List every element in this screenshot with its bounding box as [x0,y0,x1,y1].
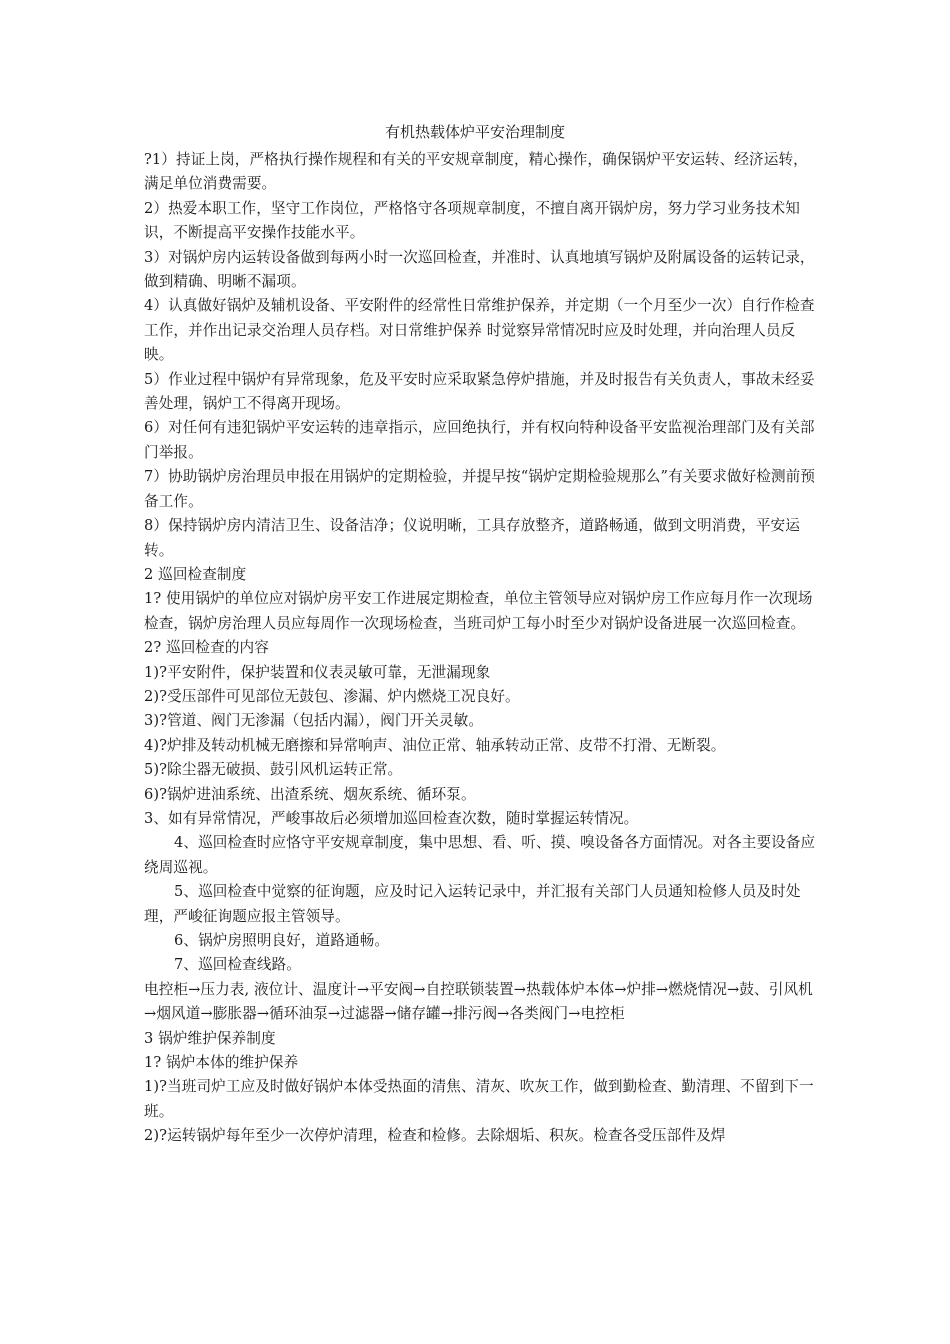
paragraph: 2）热爱本职工作，坚守工作岗位，严格恪守各项规章制度，不擅自离开锅炉房，努力学习业务技术知识，不断提高平安操作技能水平。 [144,199,800,242]
paragraph: 4)?炉排及转动机械无磨擦和异常响声、油位正常、轴承转动正常、皮带不打滑、无断裂。 [144,736,726,754]
paragraph: 电控柜→压力表, 液位计、温度计→平安阀→自控联锁装置→热载体炉本体→炉排→燃烧情况→鼓、引风机→烟风道→膨胀器→循环油泵→过滤器→储存罐→排污阀→各类阀门→电控柜 [144,980,813,1023]
paragraph: 1? 使用锅炉的单位应对锅炉房平安工作进展定期检查，单位主管领导应对锅炉房工作应每月作一次现场检查，锅炉房治理人员应每周作一次现场检查，当班司炉工每小时至少对锅炉设备进展一次巡回检查。 [144,590,813,632]
paragraph: ?1）持证上岗，严格执行操作规程和有关的平安规章制度，精心操作，确保锅炉平安运转、经济运转，满足单位消费需要。 [144,151,808,193]
paragraph: 1)?当班司炉工应及时做好锅炉本体受热面的清焦、清灰、吹灰工作，做到勤检查、勤清理、不留到下一班。 [144,1078,814,1120]
paragraph: 5)?除尘器无破损、鼓引风机运转正常。 [144,761,403,779]
paragraph: 2)?运转锅炉每年至少一次停炉清理，检查和检修。去除烟垢、积灰。检查各受压部件及焊 [144,1127,726,1145]
paragraph: 3)?管道、阀门无渗漏（包括内漏），阀门开关灵敏。 [144,712,484,730]
paragraph: 4、巡回检查时应恪守平安规章制度，集中思想、看、听、摸、嗅设备各方面情况。对各主要设备应绕周巡视。 [144,834,816,876]
paragraph: 6、锅炉房照明良好，道路通畅。 [174,932,390,949]
paragraph: 8）保持锅炉房内清洁卫生、设备洁净；仪说明晰，工具存放整齐，道路畅通，做到文明消费，平安运转。 [144,517,800,559]
paragraph: 3）对锅炉房内运转设备做到每两小时一次巡回检查，并准时、认真地填写锅炉及附属设备的运转记录，做到精确、明晰不漏项。 [144,248,815,291]
paragraph: 3 锅炉维护保养制度 [144,1029,276,1047]
paragraph: 5、巡回检查中觉察的征询题，应及时记入运转记录中，并汇报有关部门人员通知检修人员及时处理，严峻征询题应报主管领导。 [144,883,801,925]
document-title: 有机热载体炉平安治理制度 [384,123,565,141]
paragraph: 2? 巡回检查的内容 [144,639,269,657]
paragraph: 4）认真做好锅炉及辅机设备、平安附件的经常性日常维护保养，并定期（一个月至少一次）自行作检查工作，并作出记录交治理人员存档。对日常维护保养 时觉察异常情况时应及时处理，并向治理人员反映。 [144,297,815,364]
paragraph: 2)?受压部件可见部位无鼓包、渗漏、炉内燃烧工况良好。 [144,687,520,705]
paragraph: 2 巡回检查制度 [144,565,247,583]
paragraph: 7、巡回检查线路。 [174,956,301,974]
paragraph: 1? 锅炉本体的维护保养 [144,1054,299,1072]
paragraph: 5）作业过程中锅炉有异常现象，危及平安时应采取紧急停炉措施，并及时报告有关负责人，事故未经妥善处理，锅炉工不得离开现场。 [144,370,815,413]
paragraph: 6)?锅炉进油系统、出渣系统、烟灰系统、循环泵。 [144,785,476,803]
paragraph: 3、如有异常情况，严峻事故后必须增加巡回检查次数，随时掌握运转情况。 [144,809,639,827]
paragraph: 6）对任何有违犯锅炉平安运转的违章指示，应回绝执行，并有权向特种设备平安监视治理部门及有关部门举报。 [144,419,815,461]
document-body [144,148,816,1149]
paragraph: 1)?平安附件，保护装置和仪表灵敏可靠，无泄漏现象 [144,663,491,681]
paragraph: 7）协助锅炉房治理员申报在用锅炉的定期检验，并提早按“锅炉定期检验规那么”有关要求做好检测前预备工作。 [144,468,816,510]
